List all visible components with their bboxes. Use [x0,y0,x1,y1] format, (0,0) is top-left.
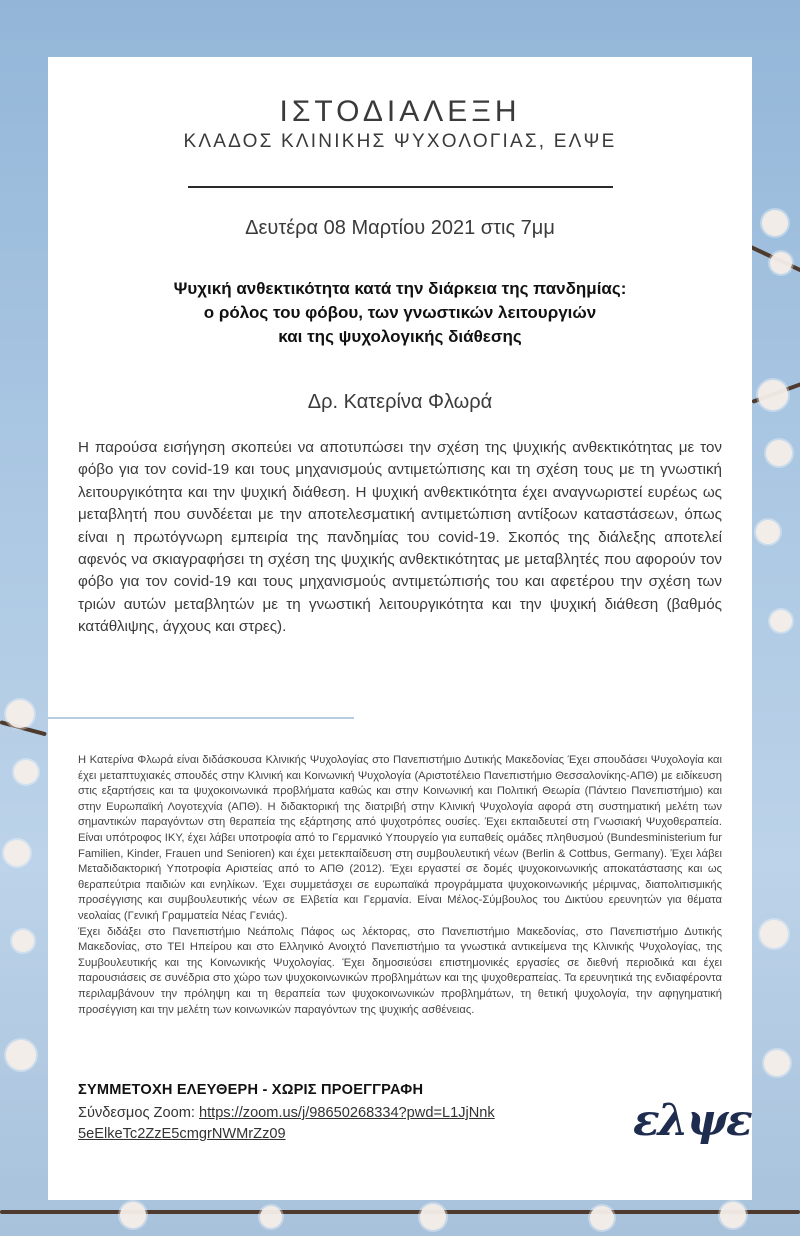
speaker-name: Δρ. Κατερίνα Φλωρά [307,391,493,413]
bio-paragraph: Η Κατερίνα Φλωρά είναι διδάσκουσα Κλινικής Ψυχολογίας στο Πανεπιστήμιο Δυτικής Μακεδονίας Έχει σπουδάσει Ψυχολογία και έχει μεταπτυχιακές σπουδές στην Κλινική και Κοινωνική Ψυχολογία (Αριστοτέλειο Πανεπιστήμιο Θεσσαλονίκης-ΑΠΘ) με ειδίκευση στις εξαρτήσεις και τα ψυχοκοινωνικά προβλήματα καθώς και στην Κοινωνική και Πολιτική Θεωρία (Πάντειο Πανεπιστήμιο) και στην Ευρωπαϊκή Λογοτεχνία (ΑΠΘ). Η διδακτορική της διατριβή στην Κλινική Ψυχολογία αφορά στη συστηματική μελέτη των σημαντικών παραγόντων στη θεραπεία της εξάρτησης από ψυχοτρόπες ουσίες. Έχει εκπαιδευτεί στη Γνωσιακή Ψυχοθεραπεία. Είναι υπότροφος ΙΚΥ, έχει λάβει υποτροφία από το Γερμανικό Υπουργείο για ευπαθείς ομάδες πληθυσμού (Bundesministerium fur Familien, Kinder, Frauen und Senioren) και έχει μετεκπαίδευση στη συμβουλευτική νέων (Berlin & Cottbus, Germany). Έχει λάβει Μεταδιδακτορική Υποτροφία Αριστείας από το ΑΠΘ (2012). Έχει εργαστεί σε δομές ψυχοκοινωνικής αποκατάστασης και ως θεραπεύτρια παιδιών και ενηλίκων. Έχει συμμετάσχει σε ευρωπαϊκά προγράμματα ψυχοκοινωνικής μέριμνας, διαπολιτισμικής προσέγγισης και συμβουλευτικής νέων σε Ελβετία και Γερμανία. Είναι Μέλος-Σύμβουλος του Δικτύου ερευνητών για θέματα νεολαίας (Γενική Γραμματεία Νέας Γενιάς). [78,754,722,922]
blossom [6,700,34,728]
talk-title-line: Ψυχική ανθεκτικότητα κατά την διάρκεια της πανδημίας: [173,279,627,298]
abstract-text: Η παρούσα εισήγηση σκοπεύει να αποτυπώσει την σχέση της ψυχικής ανθεκτικότητας με τον φόβο για τον covid-19 και τους μηχανισμούς αντιμετώπισης και τη σχέση τους με τη γνωστική λειτουργικότητα και την ψυχική διάθεση. Η ψυχική ανθεκτικότητα έχει αναγνωριστεί ευρέως ως μεταβλητή που συνδέεται με την αποτελεσματική αντιμετώπιση αντίξοων καταστάσεων, όπως είναι η πρωτόγνωρη εμπειρία της πανδημίας του covid-19. Σκοπός της διάλεξης αποτελεί αφενός να σκιαγραφήσει τη σχέση της ψυχικής ανθεκτικότητας με μεταβλητές που αφορούν τον φόβο για τον covid-19 και τους μηχανισμούς αντιμετώπισής του και αφετέρου την σχέση των τριών αυτών μεταβλητών με τη γνωστική λειτουργικότητα και την ψυχική διάθεση (βαθμός κατάθλιψης, άγχους και στρες). [78,439,722,636]
blossom [758,380,788,410]
poster-subtitle: ΚΛΑΔΟΣ ΚΛΙΝΙΚΗΣ ΨΥΧΟΛΟΓΙΑΣ, ΕΛΨΕ [183,131,617,152]
speaker-bio [78,753,722,1018]
registration-note: ΣΥΜΜΕΤΟΧΗ ΕΛΕΥΘΕΡΗ - ΧΩΡΙΣ ΠΡΟΕΓΓΡΑΦΗ [78,1082,424,1098]
blossom [6,1040,36,1070]
blossom [120,1202,146,1228]
zoom-label: Σύνδεσμος Zoom: [78,1105,199,1121]
event-date: Δευτέρα 08 Μαρτίου 2021 στις 7μμ [245,217,555,239]
zoom-info [78,1103,498,1145]
zoom-link[interactable]: https://zoom.us/j/98650268334?pwd=L1JjNnk5eElkeTc2ZzE5cmgrNWMrZz09 [78,1105,495,1142]
blossom [770,252,792,274]
blossom [756,520,780,544]
section-divider [48,717,354,719]
blossom [770,610,792,632]
blossom [590,1206,614,1230]
blossom [766,440,792,466]
poster-title: ΙΣΤΟΔΙΑΛΕΞΗ [279,95,521,128]
elpse-logo: ελψε [633,1095,751,1146]
blossom [762,210,788,236]
blossom [420,1204,446,1230]
blossom [720,1202,746,1228]
talk-title [88,277,712,349]
bio-paragraph: Έχει διδάξει στο Πανεπιστήμιο Νεάπολις Πάφος ως λέκτορας, στο Πανεπιστήμιο Μακεδονίας, στο Πανεπιστήμιο Δυτικής Μακεδονίας, στο ΤΕΙ Ηπείρου και στο Ελληνικό Ανοιχτό Πανεπιστήμιο τα γνωστικά αντικείμενα της Κλινικής Ψυχολογίας, της Συμβουλευτικής και της Κοινωνικής Ψυχολογίας. Έχει δημοσιεύσει επιστημονικές εργασίες σε διεθνή περιοδικά και έχει παρουσιάσεις σε συνέδρια στο χώρο των ψυχοκοινωνικών προβλημάτων και της ψυχοθεραπείας. Τα ερευνητικά της ενδιαφέροντα περιλαμβάνουν την πρόληψη και τη θεραπεία των ψυχοκοινωνικών προβλημάτων, τη θετική ψυχολογία, την αφηγηματική προσέγγιση και την μελέτη των κοινωνικών παραγόντων της ψυχικής ασθένειας. [78,925,722,1016]
blossom [760,920,788,948]
blossom [14,760,38,784]
talk-title-line: ο ρόλος του φόβου, των γνωστικών λειτουργιών [203,303,597,322]
blossom [764,1050,790,1076]
divider [188,186,613,188]
blossom [12,930,34,952]
blossom [260,1206,282,1228]
poster-card [48,57,752,1200]
blossom [4,840,30,866]
talk-title-line: και της ψυχολογικής διάθεσης [278,327,522,346]
